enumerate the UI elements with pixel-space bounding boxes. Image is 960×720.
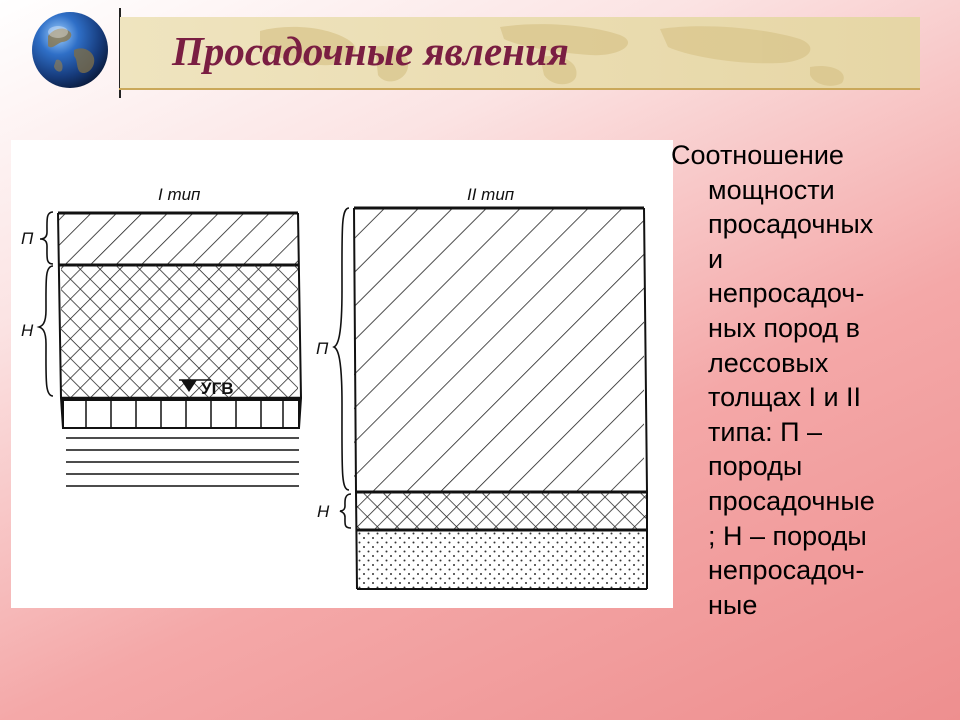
caption-line: породы: [708, 451, 803, 482]
caption-text: [671, 138, 936, 622]
loess-types-diagram: [11, 140, 673, 608]
caption-line: ; Н – породы: [708, 520, 867, 551]
caption-line: Соотношение: [671, 140, 844, 170]
globe-logo-icon: [30, 10, 110, 90]
title-band: [120, 17, 920, 89]
type1-p-label: П: [21, 229, 34, 248]
type2-collapsible-layer: [354, 208, 644, 492]
type2-p-brace: [334, 208, 349, 490]
type2-n-label: Н: [317, 502, 330, 521]
type2-sand-layer: [357, 531, 647, 589]
type2-label: II тип: [467, 185, 515, 204]
caption-line: просадочных: [708, 209, 874, 240]
type1-saturated-band: [63, 400, 299, 428]
type1-p-brace: [40, 212, 53, 264]
type1-n-label: Н: [21, 321, 34, 340]
caption-line: и: [708, 243, 724, 274]
type1-collapsible-layer: [58, 213, 298, 265]
type2-n-brace: [340, 494, 351, 528]
type2-p-label: П: [316, 339, 329, 358]
caption-line: ные: [708, 589, 758, 620]
caption-line: мощности: [708, 174, 835, 205]
page-title: Просадочные явления: [172, 28, 569, 74]
type2-noncollapsible-layer: [356, 492, 647, 530]
title-horizontal-rule: [119, 88, 920, 90]
type1-n-brace: [39, 266, 53, 396]
type1-noncollapsible-layer: [61, 265, 298, 398]
diagram-svg: [11, 140, 673, 608]
type1-bedrock-layer: [66, 438, 299, 486]
caption-line: ных пород в: [708, 312, 860, 343]
caption-line: лессовых: [708, 347, 829, 378]
water-table-label: УГВ: [201, 379, 234, 398]
caption-line: типа: П –: [708, 416, 823, 447]
caption-line: непросадоч-: [708, 555, 865, 586]
caption-line: просадочные: [708, 485, 875, 516]
caption-line: непросадоч-: [708, 278, 865, 309]
type1-label: I тип: [158, 185, 201, 204]
caption-line: толщах I и II: [708, 382, 862, 413]
